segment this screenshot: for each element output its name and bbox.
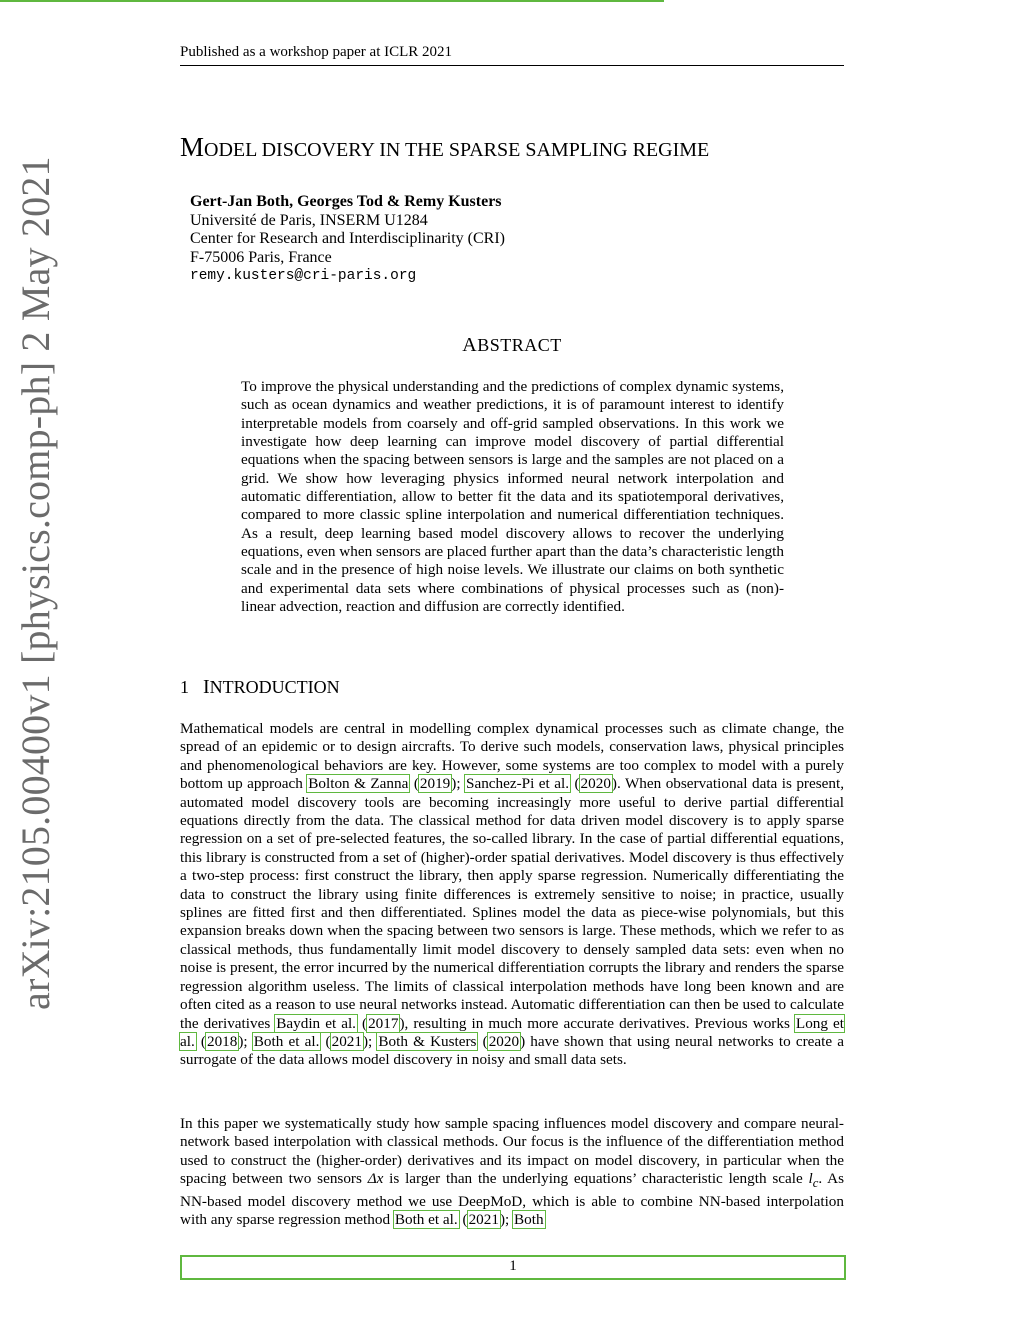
section-heading-first: I xyxy=(203,676,210,698)
intro-paragraph-1: Mathematical models are central in modelling complex dynamical processes such as climate change, the spread of an epidemic or to design aircrafts. To derive such models, conservation laws, physical principles and phenomenological behaviors are key. However, some systems are too complex to model with a purely bottom up approach Bolton & Zanna (2019); Sanchez-Pi et al. (2020). When observational data is present, automated model discovery tools are becoming increasingly more useful to derive partial differential equations directly from the data. The classical method for data driven model discovery is to apply sparse regression on a set of pre-selected features, the so-called library. In the case of partial differential equations, this library is constructed from a set of (higher)-order spatial derivatives. Model discovery is thus effectively a two-step process: first construct the library, then apply sparse regression. Numerically differentiating the data to construct the library using finite differences is extremely sensitive to noise; in practice, usually splines are fitted first and then differentiated. Splines model the data as piece-wise polynomials, but this expansion breaks down when the spacing between two sensors is large. These methods, which we refer to as classical methods, thus fundamentally limit model discovery to densely sampled data sets: even when no noise is present, the error incurred by the numerical differentiation corrupts the library and renders the sparse regression algorithm useless. The limits of classical interpolation methods have long been known and are often cited as a reason to use neural networks instead. Automatic differentiation can then be used to calculate the derivatives Baydin et al. (2017), resulting in much more accurate derivatives. Previous works Long et al. (2018); Both et al. (2021); Both & Kusters (2020) have shown that using neural networks to create a surrogate of the data allows model discovery in noisy and small data sets. xyxy=(180,720,844,1069)
citation-both-2021-b-year[interactable]: 2021 xyxy=(468,1211,499,1229)
text-run: is larger than the underlying equations’ characteristic length scale xyxy=(383,1170,809,1188)
authors-block xyxy=(190,193,505,286)
citation-both-2021-year[interactable]: 2021 xyxy=(331,1032,362,1050)
citation-baydin[interactable]: Baydin et al. xyxy=(276,1014,356,1032)
citation-long-year[interactable]: 2018 xyxy=(206,1032,238,1050)
section-number: 1 xyxy=(180,677,189,697)
text-run: In this paper we systematically study how sample spacing influences model discovery and compare neural-network based interpolation with classical methods. Our focus is the influence of the differentiation method used to construct the (higher-order) derivatives and its impact on model discovery, in particular when the spacing between two sensors xyxy=(180,1115,844,1188)
text-run: . As NN-based model discovery method we use DeepMoD, which is able to combine NN-based interpolation with any sparse regression method xyxy=(180,1170,844,1229)
section-heading-introduction xyxy=(180,676,340,699)
address: F-75006 Paris, France xyxy=(190,248,332,266)
citation-long[interactable]: Long et al. xyxy=(180,1014,844,1050)
title-first-letter: M xyxy=(180,132,205,162)
intro-paragraph-2: In this paper we systematically study how sample spacing influences model discovery and compare neural-network based interpolation with classical methods. Our focus is the influence of the differentiation method used to construct the (higher-order) derivatives and its impact on model discovery, in particular when the spacing between two sensors Δx is larger than the underlying equations’ characteristic length scale $l_c$. As NN-based model discovery method we use DeepMoD, which is able to combine NN-based interpolation with any sparse regression method Both et al. (2021); Both xyxy=(180,1115,844,1229)
abstract-heading-rest: BSTRACT xyxy=(477,335,562,355)
citation-sanchez-pi-year[interactable]: 2020 xyxy=(580,775,611,793)
citation-bolton-zanna-year[interactable]: 2019 xyxy=(419,775,451,793)
author-email[interactable]: remy.kusters@cri-paris.org xyxy=(190,268,417,284)
text-run: When observational data is present, automated model discovery tools are becoming increasingly more useful to derive partial differential equations directly from the data. The classical method for data driven model discovery is to apply sparse regression on a set of pre-selected features, the so-called library. In the case of partial differential equations, this library is constructed from a set of (higher)-order spatial derivatives. Model discovery is thus effectively a two-step process: first construct the library, then apply sparse regression. Numerically differentiating the data to construct the library using finite differences is extremely sensitive to noise; in practice, usually splines are fitted first and then differentiated. Splines model the data as piece-wise polynomials, but this expansion breaks down when the spacing between two sensors is large. These methods, which we refer to as classical methods, thus fundamentally limit model discovery to densely sampled data sets: even when no noise is present, the error incurred by the numerical differentiation corrupts the library and renders the sparse regression algorithm useless. The limits of classical interpolation methods have long been known and are often cited as a reason to use neural networks instead. Automatic differentiation can then be used to calculate the derivatives xyxy=(180,775,844,1032)
top-progress-bar xyxy=(0,0,664,2)
text-run: Mathematical models are central in modelling complex dynamical processes such as climate change, the spread of an epidemic or to design aircrafts. To derive such models, conservation laws, physical principles and phenomenological behaviors are key. However, some systems are too complex to model with a purely bottom up approach xyxy=(180,720,844,793)
citation-both-kusters-year[interactable]: 2020 xyxy=(488,1032,520,1050)
text-run: , resulting in much more accurate derivatives. Previous works xyxy=(404,1014,795,1032)
math-c-subscript: c xyxy=(812,1176,819,1191)
author-names: Gert-Jan Both, Georges Tod & Remy Kusters xyxy=(190,193,502,210)
title-rest: ODEL DISCOVERY IN THE SPARSE SAMPLING REGIME xyxy=(204,139,710,161)
section-heading-rest: NTRODUCTION xyxy=(209,677,340,697)
abstract-text: To improve the physical understanding and the predictions of complex dynamic systems, such as ocean dynamics and weather predictions, it is of paramount interest to identify interpretable models from coarsely and off-grid sampled observations. In this work we investigate how deep learning can improve model discovery of partial differential equations when the spacing between sensors is large and the samples are not placed on a grid. We show how leveraging physics informed neural network interpolation and automatic differentiation, allow to better fit the data and its spatiotemporal derivatives, compared to more classic spline interpolation and numerical differentiation techniques. As a result, deep learning based model discovery allows to recover the underlying equations, even when sensors are placed further apart than the data’s characteristic length scale and in the presence of high noise levels. We illustrate our claims on both synthetic and experimental data sets where combinations of physical processes such as (non)-linear advection, reaction and diffusion are correctly identified. xyxy=(241,378,784,616)
citation-both-2021[interactable]: Both et al. xyxy=(253,1032,320,1050)
affiliation-1: Université de Paris, INSERM U1284 xyxy=(190,211,428,229)
citation-sanchez-pi[interactable]: Sanchez-Pi et al. xyxy=(466,775,569,793)
abstract-heading xyxy=(180,334,844,357)
text-run: have shown that using neural networks to create a surrogate of the data allows model discovery in noisy and small data sets. xyxy=(180,1032,844,1069)
citation-both-continued[interactable]: Both xyxy=(514,1211,544,1229)
math-delta-x: Δx xyxy=(367,1170,384,1188)
header-rule xyxy=(180,65,844,66)
running-header: Published as a workshop paper at ICLR 2021 xyxy=(180,44,453,60)
abstract-heading-first: A xyxy=(462,334,478,356)
citation-bolton-zanna[interactable]: Bolton & Zanna xyxy=(308,775,409,793)
math-l: l xyxy=(808,1170,813,1188)
citation-both-2021-b[interactable]: Both et al. xyxy=(394,1211,458,1229)
citation-both-kusters[interactable]: Both & Kusters xyxy=(378,1032,477,1050)
page-number: 1 xyxy=(509,1258,517,1274)
paper-title xyxy=(180,132,709,163)
affiliation-2: Center for Research and Interdisciplinarity (CRI) xyxy=(190,230,505,247)
citation-baydin-year[interactable]: 2017 xyxy=(368,1014,399,1032)
arxiv-side-identifier: arXiv:2105.00400v1 [physics.comp-ph] 2 May 2021 xyxy=(13,156,58,1010)
